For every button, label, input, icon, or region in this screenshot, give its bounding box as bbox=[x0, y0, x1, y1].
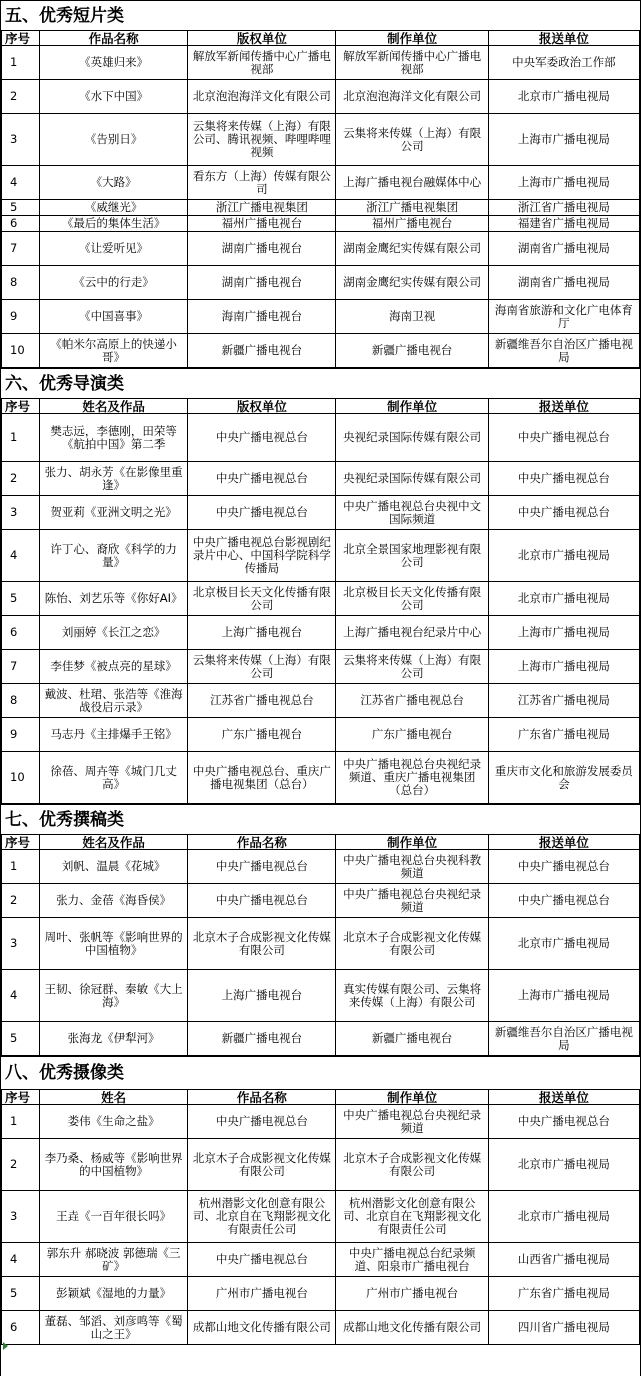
table-cell: 中央广播电视总台 bbox=[188, 496, 336, 530]
table-cell: 看东方（上海）传媒有限公司 bbox=[188, 166, 336, 200]
section-cinematography bbox=[1, 1056, 640, 1345]
table-row bbox=[2, 918, 640, 970]
table-header-row bbox=[2, 399, 640, 414]
award-table bbox=[1, 834, 640, 1056]
column-header: 制作单位 bbox=[336, 31, 488, 46]
table-cell: 中央广播电视总台央视科教频道 bbox=[336, 850, 488, 884]
table-cell: 中央广播电视总台 bbox=[488, 496, 639, 530]
table-row bbox=[2, 114, 640, 166]
table-cell: 北京极目长天文化传播有限公司 bbox=[336, 582, 488, 616]
table-cell: 4 bbox=[2, 970, 40, 1022]
table-header-row bbox=[2, 835, 640, 850]
table-row bbox=[2, 334, 640, 368]
table-cell: 王垚《一百年很长吗》 bbox=[40, 1191, 188, 1243]
column-header: 姓名及作品 bbox=[40, 399, 188, 414]
table-cell: 广东省广播电视局 bbox=[488, 718, 639, 752]
table-cell: 陈怡、刘艺乐等《你好AI》 bbox=[40, 582, 188, 616]
table-cell: 湖南金鹰纪实传媒有限公司 bbox=[336, 266, 488, 300]
table-cell: 1 bbox=[2, 1105, 40, 1139]
table-row bbox=[2, 752, 640, 804]
table-cell: 新疆广播电视台 bbox=[188, 334, 336, 368]
column-header: 报送单位 bbox=[488, 1090, 639, 1105]
table-cell: 樊志远，李德刚，田荣等《航拍中国》第二季 bbox=[40, 414, 188, 462]
table-cell: 8 bbox=[2, 684, 40, 718]
table-cell: 周叶、张帆等《影响世界的中国植物》 bbox=[40, 918, 188, 970]
table-cell: 重庆市文化和旅游发展委员会 bbox=[488, 752, 639, 804]
table-cell: 刘帆、温晨《花城》 bbox=[40, 850, 188, 884]
table-cell: 中央广播电视总台纪录频道、阳泉市广播电视台 bbox=[336, 1243, 488, 1277]
table-cell: 彭颖斌《湿地的力量》 bbox=[40, 1277, 188, 1311]
table-cell: 杭州潜影文化创意有限公司、北京自在飞翔影视文化有限责任公司 bbox=[188, 1191, 336, 1243]
table-cell: 云集将来传媒（上海）有限公司、腾讯视频、哔哩哔哩视频 bbox=[188, 114, 336, 166]
table-cell: 湖南广播电视台 bbox=[188, 266, 336, 300]
table-cell: 成都山地文化传播有限公司 bbox=[188, 1311, 336, 1345]
table-cell: 王韧、徐冠群、秦敏《大上海》 bbox=[40, 970, 188, 1022]
section-title: 五、优秀短片类 bbox=[1, 0, 640, 30]
table-cell: 中央广播电视总台影视剧纪录片中心、中国科学院科学传播局 bbox=[188, 530, 336, 582]
table-row bbox=[2, 970, 640, 1022]
table-cell: 贺亚莉《亚洲文明之光》 bbox=[40, 496, 188, 530]
table-row bbox=[2, 1022, 640, 1056]
table-cell: 中央广播电视总台央视纪录频道 bbox=[336, 884, 488, 918]
table-row bbox=[2, 850, 640, 884]
table-row bbox=[2, 200, 640, 216]
table-row bbox=[2, 300, 640, 334]
table-cell: 李佳梦《被点亮的星球》 bbox=[40, 650, 188, 684]
table-cell: 新疆广播电视台 bbox=[336, 1022, 488, 1056]
table-cell: 新疆广播电视台 bbox=[336, 334, 488, 368]
cell-corner-marker-icon bbox=[3, 1342, 8, 1350]
table-cell: 央视纪录国际传媒有限公司 bbox=[336, 414, 488, 462]
table-cell: 《云中的行走》 bbox=[40, 266, 188, 300]
table-cell: 解放军新闻传播中心广播电视部 bbox=[188, 46, 336, 80]
table-cell: 新疆维吾尔自治区广播电视局 bbox=[488, 1022, 639, 1056]
table-cell: 1 bbox=[2, 46, 40, 80]
table-cell: 湖南省广播电视局 bbox=[488, 266, 639, 300]
table-cell: 四川省广播电视局 bbox=[488, 1311, 639, 1345]
column-header: 报送单位 bbox=[488, 399, 639, 414]
table-cell: 5 bbox=[2, 582, 40, 616]
award-table bbox=[1, 398, 640, 804]
table-cell: 6 bbox=[2, 1311, 40, 1345]
table-cell: 中央广播电视总台 bbox=[488, 850, 639, 884]
table-row bbox=[2, 216, 640, 232]
column-header: 版权单位 bbox=[188, 31, 336, 46]
table-row bbox=[2, 496, 640, 530]
table-cell: 2 bbox=[2, 884, 40, 918]
table-cell: 湖南金鹰纪实传媒有限公司 bbox=[336, 232, 488, 266]
table-cell: 海南卫视 bbox=[336, 300, 488, 334]
table-cell: 许丁心、裔欣《科学的力量》 bbox=[40, 530, 188, 582]
table-row bbox=[2, 530, 640, 582]
table-cell: 云集将来传媒（上海）有限公司 bbox=[336, 650, 488, 684]
table-cell: 中央广播电视总台 bbox=[188, 414, 336, 462]
table-cell: 中央广播电视总台 bbox=[188, 850, 336, 884]
table-cell: 成都山地文化传播有限公司 bbox=[336, 1311, 488, 1345]
table-cell: 江苏省广播电视局 bbox=[488, 684, 639, 718]
table-cell: 6 bbox=[2, 216, 40, 232]
award-table bbox=[1, 30, 640, 368]
table-cell: 北京木子合成影视文化传媒有限公司 bbox=[188, 918, 336, 970]
table-cell: 解放军新闻传播中心广播电视部 bbox=[336, 46, 488, 80]
table-row bbox=[2, 650, 640, 684]
section-title: 六、优秀导演类 bbox=[1, 368, 640, 398]
table-cell: 山西省广播电视局 bbox=[488, 1243, 639, 1277]
table-cell: 湖南省广播电视局 bbox=[488, 232, 639, 266]
table-cell: 福建省广播电视局 bbox=[488, 216, 639, 232]
table-cell: 湖南广播电视台 bbox=[188, 232, 336, 266]
table-cell: 《最后的集体生活》 bbox=[40, 216, 188, 232]
table-cell: 张海龙《伊犁河》 bbox=[40, 1022, 188, 1056]
section-title: 七、优秀撰稿类 bbox=[1, 804, 640, 834]
table-cell: 《中国喜事》 bbox=[40, 300, 188, 334]
table-cell: 中央广播电视总台 bbox=[188, 462, 336, 496]
table-cell: 郭东升 郝晓波 郭德瑞《三矿》 bbox=[40, 1243, 188, 1277]
table-row bbox=[2, 80, 640, 114]
table-cell: 5 bbox=[2, 1277, 40, 1311]
table-cell: 上海市广播电视局 bbox=[488, 650, 639, 684]
table-cell: 北京极目长天文化传播有限公司 bbox=[188, 582, 336, 616]
table-cell: 刘丽婷《长江之恋》 bbox=[40, 616, 188, 650]
table-cell: 北京泡泡海洋文化有限公司 bbox=[336, 80, 488, 114]
table-row bbox=[2, 1191, 640, 1243]
column-header: 序号 bbox=[2, 835, 40, 850]
table-cell: 上海广播电视台纪录片中心 bbox=[336, 616, 488, 650]
table-cell: 广东省广播电视局 bbox=[488, 1277, 639, 1311]
column-header: 姓名及作品 bbox=[40, 835, 188, 850]
table-cell: 中央广播电视总台 bbox=[488, 414, 639, 462]
table-cell: 李乃桑、杨威等《影响世界的中国植物》 bbox=[40, 1139, 188, 1191]
table-cell: 中央广播电视总台 bbox=[188, 884, 336, 918]
table-cell: 福州广播电视台 bbox=[336, 216, 488, 232]
table-cell: 3 bbox=[2, 1191, 40, 1243]
table-row bbox=[2, 1277, 640, 1311]
table-cell: 云集将来传媒（上海）有限公司 bbox=[188, 650, 336, 684]
table-cell: 《威继光》 bbox=[40, 200, 188, 216]
table-row bbox=[2, 414, 640, 462]
table-cell: 9 bbox=[2, 718, 40, 752]
table-row bbox=[2, 1311, 640, 1345]
table-cell: 3 bbox=[2, 496, 40, 530]
table-row bbox=[2, 1243, 640, 1277]
table-cell: 北京市广播电视局 bbox=[488, 582, 639, 616]
table-cell: 4 bbox=[2, 530, 40, 582]
table-header-row bbox=[2, 31, 640, 46]
table-cell: 云集将来传媒（上海）有限公司 bbox=[336, 114, 488, 166]
column-header: 报送单位 bbox=[488, 835, 639, 850]
table-cell: 2 bbox=[2, 1139, 40, 1191]
table-cell: 浙江广播电视集团 bbox=[188, 200, 336, 216]
table-row bbox=[2, 462, 640, 496]
table-cell: 中央广播电视总台 bbox=[188, 1243, 336, 1277]
table-cell: 上海广播电视台 bbox=[188, 616, 336, 650]
table-row bbox=[2, 684, 640, 718]
table-cell: 中央广播电视总台央视纪录频道 bbox=[336, 1105, 488, 1139]
table-cell: 10 bbox=[2, 752, 40, 804]
section-short-films bbox=[1, 0, 640, 368]
table-cell: 3 bbox=[2, 114, 40, 166]
column-header: 作品名称 bbox=[188, 835, 336, 850]
table-cell: 真实传媒有限公司、云集将来传媒（上海）有限公司 bbox=[336, 970, 488, 1022]
column-header: 制作单位 bbox=[336, 835, 488, 850]
section-title: 八、优秀摄像类 bbox=[1, 1056, 640, 1089]
table-cell: 4 bbox=[2, 166, 40, 200]
table-row bbox=[2, 1139, 640, 1191]
table-cell: 上海市广播电视局 bbox=[488, 616, 639, 650]
table-cell: 广东广播电视台 bbox=[188, 718, 336, 752]
table-cell: 海南广播电视台 bbox=[188, 300, 336, 334]
column-header: 序号 bbox=[2, 1090, 40, 1105]
table-cell: 新疆维吾尔自治区广播电视局 bbox=[488, 334, 639, 368]
table-cell: 北京市广播电视局 bbox=[488, 1191, 639, 1243]
table-row bbox=[2, 884, 640, 918]
table-cell: 4 bbox=[2, 1243, 40, 1277]
table-cell: 江苏省广播电视总台 bbox=[188, 684, 336, 718]
award-table bbox=[1, 1089, 640, 1345]
table-cell: 董磊、邹滔、刘彦鸣等《蜀山之王》 bbox=[40, 1311, 188, 1345]
table-cell: 上海市广播电视局 bbox=[488, 114, 639, 166]
table-row bbox=[2, 232, 640, 266]
table-cell: 浙江广播电视集团 bbox=[336, 200, 488, 216]
column-header: 作品名称 bbox=[188, 1090, 336, 1105]
column-header: 制作单位 bbox=[336, 399, 488, 414]
table-cell: 北京木子合成影视文化传媒有限公司 bbox=[188, 1139, 336, 1191]
table-cell: 中央广播电视总台、重庆广播电视集团（总台） bbox=[188, 752, 336, 804]
section-writers bbox=[1, 804, 640, 1056]
table-cell: 徐蓓、周卉等《城门几丈高》 bbox=[40, 752, 188, 804]
table-cell: 北京市广播电视局 bbox=[488, 80, 639, 114]
table-cell: 2 bbox=[2, 80, 40, 114]
table-cell: 5 bbox=[2, 200, 40, 216]
table-cell: 《英雄归来》 bbox=[40, 46, 188, 80]
table-cell: 9 bbox=[2, 300, 40, 334]
table-cell: 中央广播电视总台央视中文国际频道 bbox=[336, 496, 488, 530]
table-cell: 北京木子合成影视文化传媒有限公司 bbox=[336, 1139, 488, 1191]
table-cell: 马志丹《主排爆手王铭》 bbox=[40, 718, 188, 752]
table-cell: 8 bbox=[2, 266, 40, 300]
column-header: 版权单位 bbox=[188, 399, 336, 414]
table-cell: 中央广播电视总台 bbox=[188, 1105, 336, 1139]
table-cell: 北京泡泡海洋文化有限公司 bbox=[188, 80, 336, 114]
table-row bbox=[2, 1105, 640, 1139]
table-cell: 1 bbox=[2, 414, 40, 462]
table-cell: 7 bbox=[2, 232, 40, 266]
table-cell: 北京木子合成影视文化传媒有限公司 bbox=[336, 918, 488, 970]
table-cell: 新疆广播电视台 bbox=[188, 1022, 336, 1056]
column-header: 制作单位 bbox=[336, 1090, 488, 1105]
table-cell: 《水下中国》 bbox=[40, 80, 188, 114]
table-cell: 上海市广播电视局 bbox=[488, 166, 639, 200]
table-cell: 杭州潜影文化创意有限公司、北京自在飞翔影视文化有限责任公司 bbox=[336, 1191, 488, 1243]
table-cell: 上海市广播电视局 bbox=[488, 970, 639, 1022]
table-cell: 广州市广播电视台 bbox=[188, 1277, 336, 1311]
table-cell: 广州市广播电视台 bbox=[336, 1277, 488, 1311]
table-cell: 广东广播电视台 bbox=[336, 718, 488, 752]
table-cell: 10 bbox=[2, 334, 40, 368]
table-cell: 中央军委政治工作部 bbox=[488, 46, 639, 80]
table-header-row bbox=[2, 1090, 640, 1105]
section-directors bbox=[1, 368, 640, 804]
table-cell: 7 bbox=[2, 650, 40, 684]
table-cell: 中央广播电视总台 bbox=[488, 462, 639, 496]
table-cell: 北京市广播电视局 bbox=[488, 1139, 639, 1191]
column-header: 序号 bbox=[2, 31, 40, 46]
table-cell: 中央广播电视总台 bbox=[488, 884, 639, 918]
table-cell: 2 bbox=[2, 462, 40, 496]
table-row bbox=[2, 166, 640, 200]
table-cell: 张力、金蓓《海昏侯》 bbox=[40, 884, 188, 918]
table-cell: 北京市广播电视局 bbox=[488, 918, 639, 970]
table-cell: 5 bbox=[2, 1022, 40, 1056]
table-row bbox=[2, 46, 640, 80]
table-cell: 戴波、杜珺、张浩等《淮海战役启示录》 bbox=[40, 684, 188, 718]
table-cell: 北京全景国家地理影视有限公司 bbox=[336, 530, 488, 582]
column-header: 报送单位 bbox=[488, 31, 639, 46]
table-cell: 中央广播电视总台 bbox=[488, 1105, 639, 1139]
table-cell: 张力、胡永芳《在影像里重逢》 bbox=[40, 462, 188, 496]
table-cell: 娄伟《生命之盐》 bbox=[40, 1105, 188, 1139]
table-row bbox=[2, 718, 640, 752]
table-cell: 上海广播电视台 bbox=[188, 970, 336, 1022]
sections-container bbox=[1, 0, 640, 1345]
table-cell: 北京市广播电视局 bbox=[488, 530, 639, 582]
table-cell: 中央广播电视总台央视纪录频道、重庆广播电视集团（总台） bbox=[336, 752, 488, 804]
column-header: 序号 bbox=[2, 399, 40, 414]
table-cell: 央视纪录国际传媒有限公司 bbox=[336, 462, 488, 496]
table-cell: 《告别日》 bbox=[40, 114, 188, 166]
table-row bbox=[2, 616, 640, 650]
table-cell: 1 bbox=[2, 850, 40, 884]
table-row bbox=[2, 582, 640, 616]
column-header: 作品名称 bbox=[40, 31, 188, 46]
table-cell: 3 bbox=[2, 918, 40, 970]
table-cell: 海南省旅游和文化广电体育厅 bbox=[488, 300, 639, 334]
table-cell: 上海广播电视台融媒体中心 bbox=[336, 166, 488, 200]
table-row bbox=[2, 266, 640, 300]
table-cell: 江苏省广播电视总台 bbox=[336, 684, 488, 718]
table-cell: 《大路》 bbox=[40, 166, 188, 200]
table-cell: 6 bbox=[2, 616, 40, 650]
table-cell: 《让爱听见》 bbox=[40, 232, 188, 266]
table-cell: 《帕米尔高原上的快递小哥》 bbox=[40, 334, 188, 368]
column-header: 姓名 bbox=[40, 1090, 188, 1105]
table-cell: 福州广播电视台 bbox=[188, 216, 336, 232]
table-cell: 浙江省广播电视局 bbox=[488, 200, 639, 216]
